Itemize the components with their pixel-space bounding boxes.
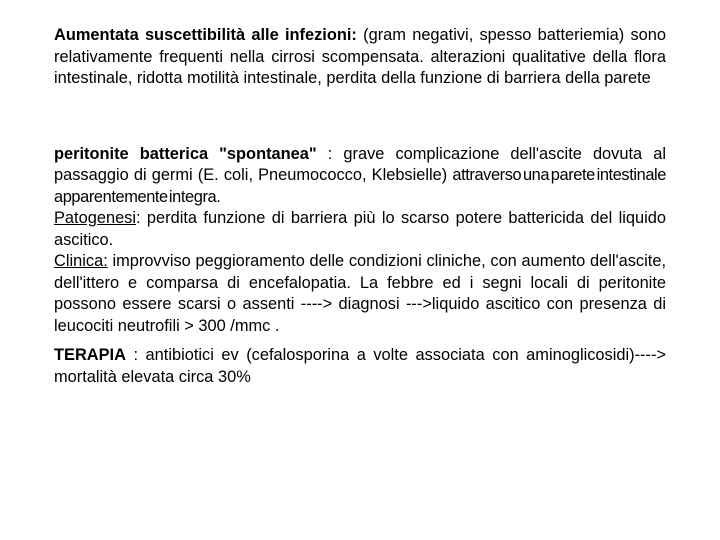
therapy-heading: TERAPIA	[54, 346, 126, 364]
patogenesi-label: Patogenesi	[54, 209, 137, 227]
clinica-label: Clinica:	[54, 252, 108, 270]
paragraph-peritonitis	[54, 144, 666, 338]
paragraph-infections	[54, 25, 666, 90]
clinica-text: improvviso peggioramento delle condizioni cliniche, con aumento dell'ascite, dell'ittero e comparsa di encefalopatia. La febbre ed i segni locali di peritonite possono essere scarsi o assenti ----> diagnosi --->liquido ascitico con presenza di leucociti neutrofili > 300 /mmc .	[54, 252, 666, 335]
infections-heading: Aumentata suscettibilità alle infezioni:	[54, 26, 357, 44]
paragraph-therapy	[54, 345, 666, 388]
infections-text: (gram negativi, spesso batteriemia) sono relativamente frequenti nella cirrosi scompensata. alterazioni qualitative della flora intestinale, ridotta motilità intestinale, perdita della funzione di barriera della parete	[54, 26, 666, 87]
peritonitis-heading: peritonite batterica "spontanea"	[54, 144, 317, 163]
patogenesi-text: : perdita funzione di barriera più lo scarso potere battericida del liquido ascitico.	[54, 209, 666, 249]
slide-body	[54, 25, 666, 388]
peritonitis-text: : grave complicazione dell'ascite dovuta al passaggio di germi (E. coli, Pneumococco, Klebsielle)	[54, 144, 666, 184]
peritonitis-text-condensed: attraverso una parete intestinale apparentemente integra.	[54, 166, 666, 206]
therapy-text: : antibiotici ev (cefalosporina a volte associata con aminoglicosidi)----> mortalità elevata circa 30%	[54, 346, 666, 386]
